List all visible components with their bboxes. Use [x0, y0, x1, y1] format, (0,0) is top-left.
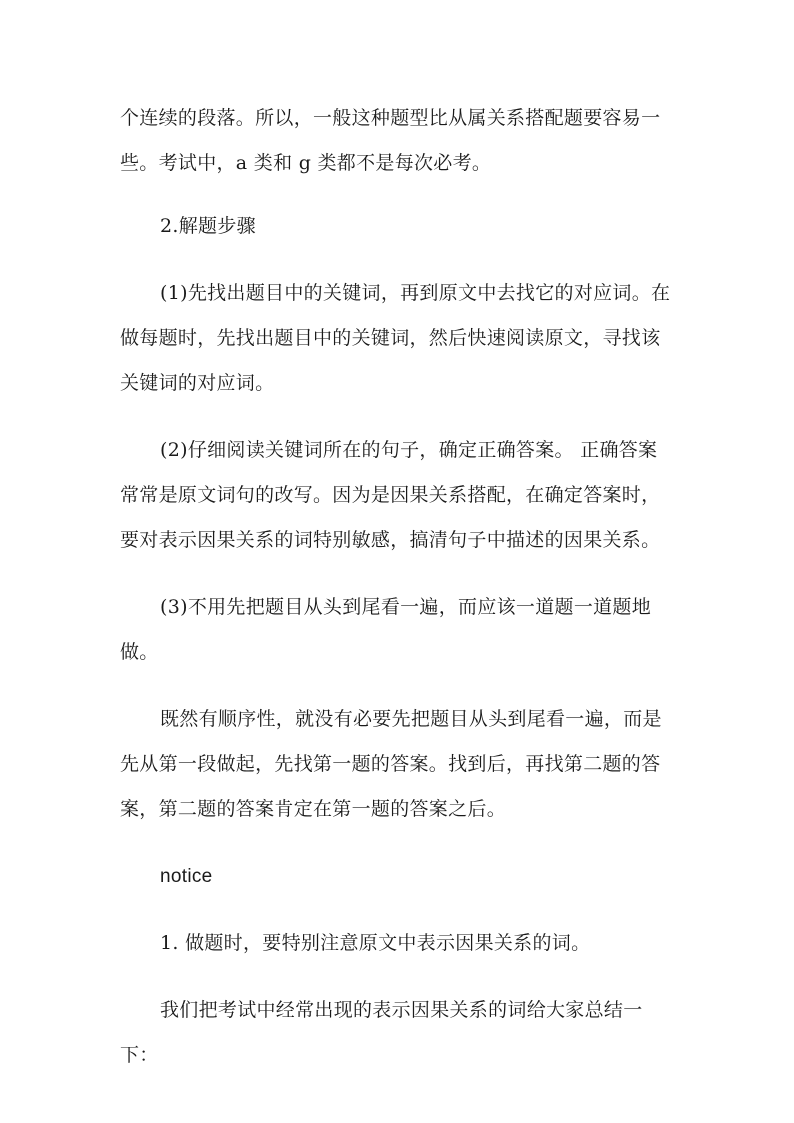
text-line: 既然有顺序性，就没有必要先把题目从头到尾看一遍，而是 [160, 708, 662, 730]
text-line: 关键词的对应词。 [120, 372, 275, 394]
paragraph-step-3 [120, 585, 676, 675]
paragraph-step-1 [120, 271, 676, 406]
text-line: 案，第二题的答案肯定在第一题的答案之后。 [120, 798, 507, 820]
text-line: 先从第一段做起，先找第一题的答案。找到后，再找第二题的答 [120, 753, 661, 775]
text-line: 要对表示因果关系的词特别敏感，搞清句子中描述的因果关系。 [120, 529, 661, 551]
text-line: (2)仔细阅读关键词所在的句子，确定正确答案。 正确答案 [160, 439, 658, 461]
text-line: (1)先找出题目中的关键词，再到原文中去找它的对应词。在 [160, 282, 671, 304]
text-line: 些。考试中，a 类和 g 类都不是每次必考。 [120, 152, 492, 174]
paragraph-step-2 [120, 428, 676, 563]
text-line: 下： [120, 1044, 159, 1066]
notice-label: notice [160, 866, 213, 887]
text-line: 个连续的段落。所以，一般这种题型比从属关系搭配题要容易一 [120, 107, 661, 129]
text-line: (3)不用先把题目从头到尾看一遍，而应该一道题一道题地 [160, 596, 652, 618]
paragraph-summary-intro [120, 988, 676, 1078]
text-line: 1. 做题时，要特别注意原文中表示因果关系的词。 [160, 932, 591, 954]
document-body [120, 96, 676, 1100]
notice-item-1 [120, 921, 676, 966]
heading-text: 2.解题步骤 [160, 215, 256, 237]
paragraph-explanation [120, 697, 676, 832]
notice-heading [120, 854, 676, 899]
text-line: 做每题时，先找出题目中的关键词，然后快速阅读原文，寻找该 [120, 327, 661, 349]
section-heading [120, 204, 676, 249]
paragraph-continuation [120, 96, 676, 186]
text-line: 我们把考试中经常出现的表示因果关系的词给大家总结一 [160, 999, 643, 1021]
text-line: 常常是原文词句的改写。因为是因果关系搭配，在确定答案时， [120, 484, 661, 506]
text-line: 做。 [120, 641, 159, 663]
